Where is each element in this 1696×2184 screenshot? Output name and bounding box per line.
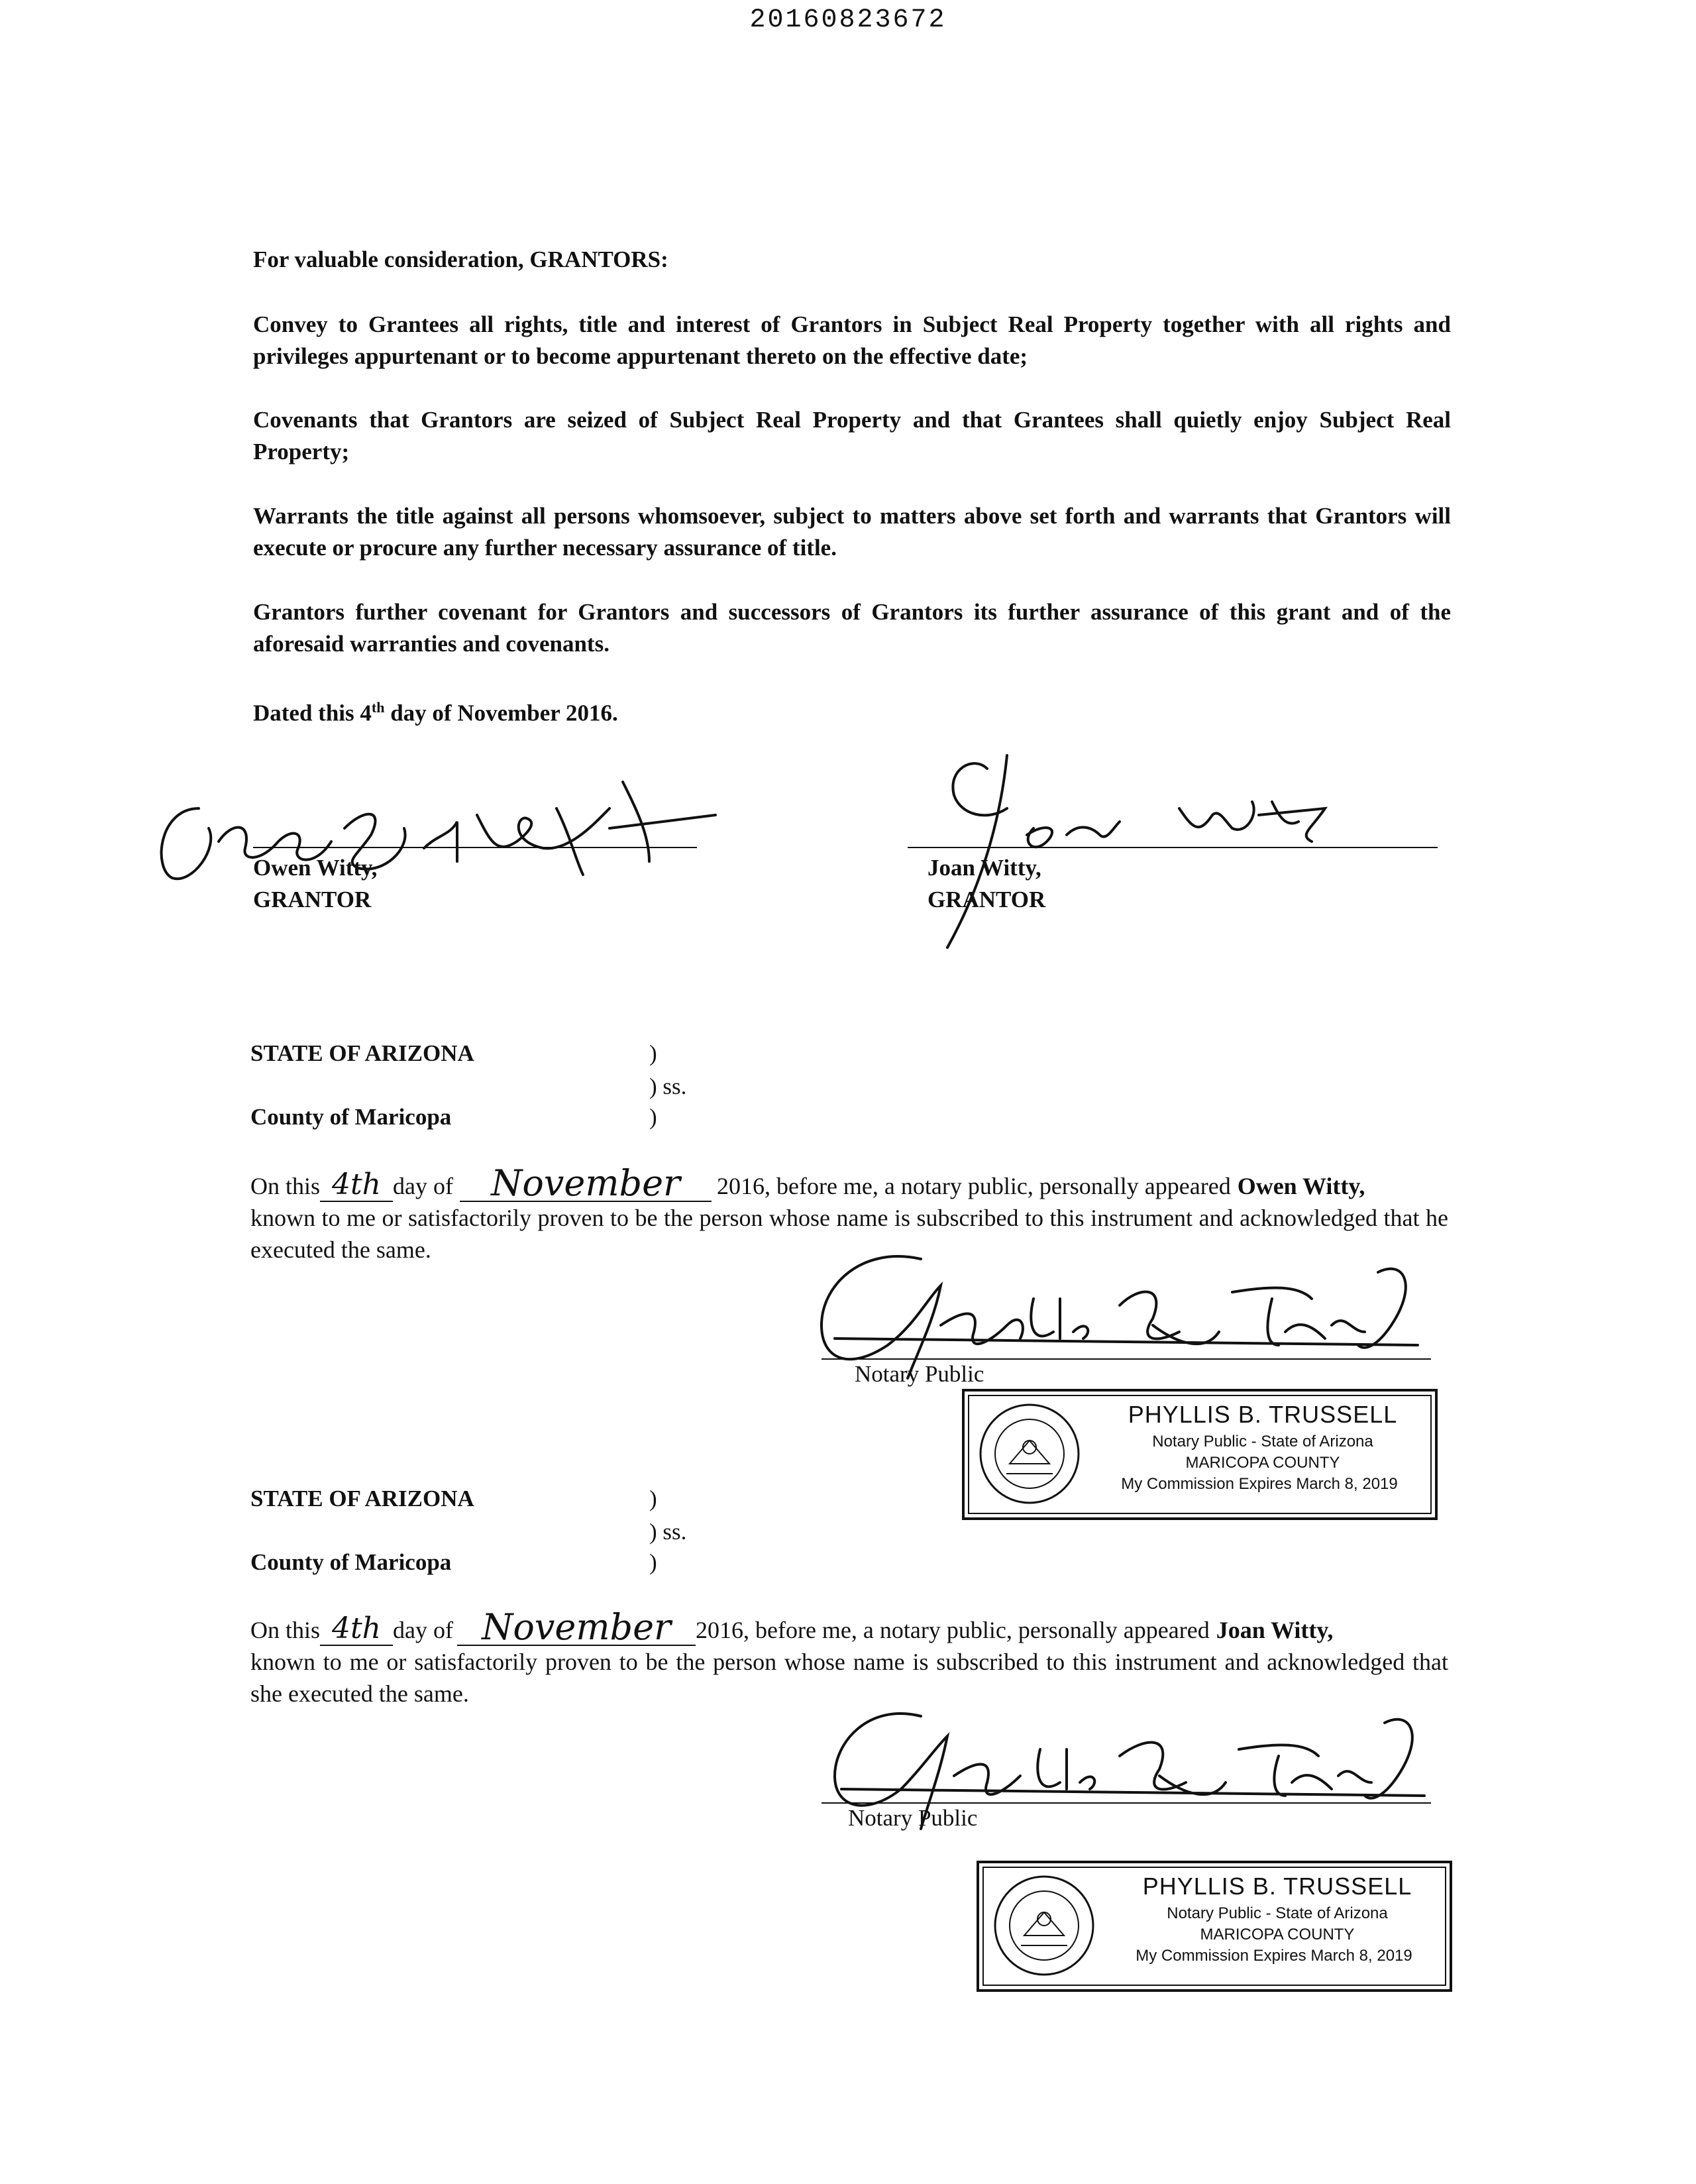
notary1-county: County of Maricopa (250, 1104, 452, 1130)
recording-number: 20160823672 (749, 5, 947, 35)
notary1-stamp-line3: My Commission Expires March 8, 2019 (1121, 1475, 1398, 1493)
notary1-on-this: On this (250, 1173, 321, 1199)
dated-line (253, 692, 618, 730)
dated-suffix: day of November 2016. (384, 700, 618, 726)
notary1-paren1: ) (649, 1040, 657, 1066)
dated-sup: th (371, 699, 385, 716)
paragraph-convey: Convey to Grantees all rights, title and interest of Grantors in Subject Real Property together with all rights and privileges appurtenant or to become appurtenant thereto on the effective date; (253, 311, 1451, 369)
grantor2-signature-line (908, 847, 1438, 848)
notary1-month-handwritten: November (460, 1166, 712, 1202)
notary1-sig-label: Notary Public (855, 1361, 984, 1387)
notary2-text-after: 2016, before me, a notary public, personally appeared (695, 1617, 1210, 1643)
notary2-paren1: ) (649, 1486, 657, 1511)
grantor1-signature-line (253, 847, 697, 848)
notary1-state: STATE OF ARIZONA (250, 1040, 474, 1066)
notary1-signature-line (822, 1358, 1431, 1360)
notary1-person: Owen Witty, (1237, 1173, 1365, 1199)
notary1-seal (977, 1401, 1083, 1507)
notary2-signature-line (822, 1802, 1431, 1804)
notary1-day-of: day of (393, 1173, 453, 1199)
notary2-month-handwritten: November (457, 1610, 696, 1646)
notary2-stamp-name: PHYLLIS B. TRUSSELL (1142, 1873, 1412, 1900)
notary2-seal (991, 1873, 1097, 1979)
notary2-stamp-line1: Notary Public - State of Arizona (1167, 1904, 1388, 1922)
grantor1-block (253, 852, 377, 916)
notary2-sig-label: Notary Public (848, 1805, 978, 1831)
notary1-ss: ) ss. (649, 1073, 687, 1099)
notary2-rest: known to me or satisfactorily proven to be the person whose name is subscribed to this instrument and acknowledged that she executed the same. (250, 1649, 1448, 1707)
paragraph-further: Grantors further covenant for Grantors and successors of Grantors its further assurance of this grant and of the aforesaid warranties and covenants. (253, 599, 1451, 657)
notary2-state: STATE OF ARIZONA (250, 1486, 474, 1511)
notary1-stamp-line1: Notary Public - State of Arizona (1152, 1433, 1373, 1450)
notary1-day-handwritten: 4th (320, 1169, 393, 1202)
grantor2-role: GRANTOR (928, 887, 1046, 912)
notary2-county: County of Maricopa (250, 1549, 452, 1575)
paragraph-warrants: Warrants the title against all persons whomsoever, subject to matters above set forth and warrants that Grantors will execute or procure any further necessary assurance of title. (253, 503, 1451, 561)
grantor2-name: Joan Witty, (928, 855, 1041, 881)
grantor2-block (928, 852, 1045, 916)
grantor1-role: GRANTOR (253, 887, 372, 912)
notary2-day-handwritten: 4th (320, 1613, 393, 1646)
notary1-stamp (962, 1389, 1438, 1520)
notary2-stamp (977, 1861, 1452, 1992)
notary1-stamp-line2: MARICOPA COUNTY (1185, 1454, 1340, 1472)
notary2-on-this: On this (250, 1617, 321, 1643)
grantor1-signature (146, 769, 716, 928)
notary1-text-after: 2016, before me, a notary public, personally appeared (716, 1173, 1231, 1199)
notary2-ss: ) ss. (649, 1519, 687, 1545)
grantor2-signature (901, 742, 1352, 954)
notary2-day-of: day of (393, 1617, 453, 1643)
notary1-rest: known to me or satisfactorily proven to be the person whose name is subscribed to this instrument and acknowledged that he executed the same. (250, 1205, 1448, 1263)
dated-prefix: Dated this 4 (253, 700, 372, 726)
notary2-acknowledgment (250, 1606, 1448, 1710)
grantor1-name: Owen Witty, (253, 855, 378, 881)
notary1-paren2: ) (649, 1104, 657, 1130)
notary2-stamp-line3: My Commission Expires March 8, 2019 (1136, 1947, 1412, 1965)
notary1-stamp-name: PHYLLIS B. TRUSSELL (1128, 1401, 1398, 1428)
notary2-stamp-line2: MARICOPA COUNTY (1200, 1926, 1355, 1943)
notary2-person: Joan Witty, (1216, 1617, 1334, 1643)
notary2-paren2: ) (649, 1549, 657, 1575)
intro-line: For valuable consideration, GRANTORS: (253, 246, 668, 272)
paragraph-covenants: Covenants that Grantors are seized of Subject Real Property and that Grantees shall quietly enjoy Subject Real Property; (253, 407, 1451, 464)
